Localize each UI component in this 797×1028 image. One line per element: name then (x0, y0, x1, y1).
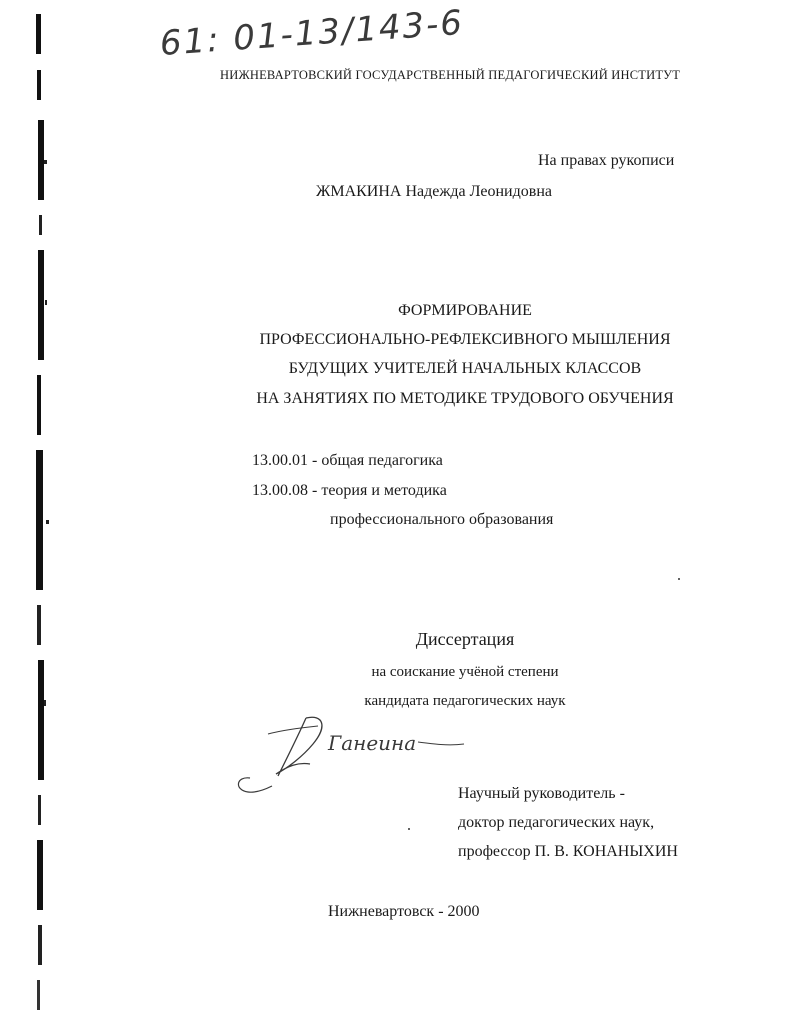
title-line-1: ФОРМИРОВАНИЕ (398, 302, 532, 319)
degree-line-2: кандидата педагогических наук (364, 693, 566, 709)
scan-speck (408, 828, 410, 830)
city-year: Нижневартовск - 2000 (328, 903, 480, 920)
dissertation-heading: Диссертация (415, 629, 515, 649)
degree-line-1: на соискание учёной степени (371, 664, 559, 680)
institute-name: НИЖНЕВАРТОВСКИЙ ГОСУДАРСТВЕННЫЙ ПЕДАГОГИЧЕСКИЙ ИНСТИТУТ (220, 68, 681, 82)
specialty-1: 13.00.01 - общая педагогика (252, 452, 443, 469)
title-line-4: НА ЗАНЯТИЯХ ПО МЕТОДИКЕ ТРУДОВОГО ОБУЧЕНИЯ (256, 390, 674, 407)
title-line-3: БУДУЩИХ УЧИТЕЛЕЙ НАЧАЛЬНЫХ КЛАССОВ (288, 360, 642, 377)
supervisor-title: Научный руководитель - (458, 785, 625, 802)
supervisor-name: профессор П. В. КОНАНЫХИН (458, 843, 678, 860)
handwritten-archive-number: 61: 01-13/143-6 (158, 2, 466, 64)
author-name: ЖМАКИНА Надежда Леонидовна (316, 183, 552, 200)
title-line-2: ПРОФЕССИОНАЛЬНО-РЕФЛЕКСИВНОГО МЫШЛЕНИЯ (259, 331, 671, 348)
specialty-2-continued: профессионального образования (330, 511, 554, 528)
handwritten-signature (228, 706, 468, 798)
supervisor-degree: доктор педагогических наук, (458, 814, 655, 831)
scan-speck (678, 578, 680, 580)
specialty-2: 13.00.08 - теория и методика (252, 482, 447, 499)
signature-text: Ганеина (328, 731, 417, 755)
rights-notice: На правах рукописи (538, 152, 675, 169)
scan-edge-artifact (0, 0, 60, 1028)
